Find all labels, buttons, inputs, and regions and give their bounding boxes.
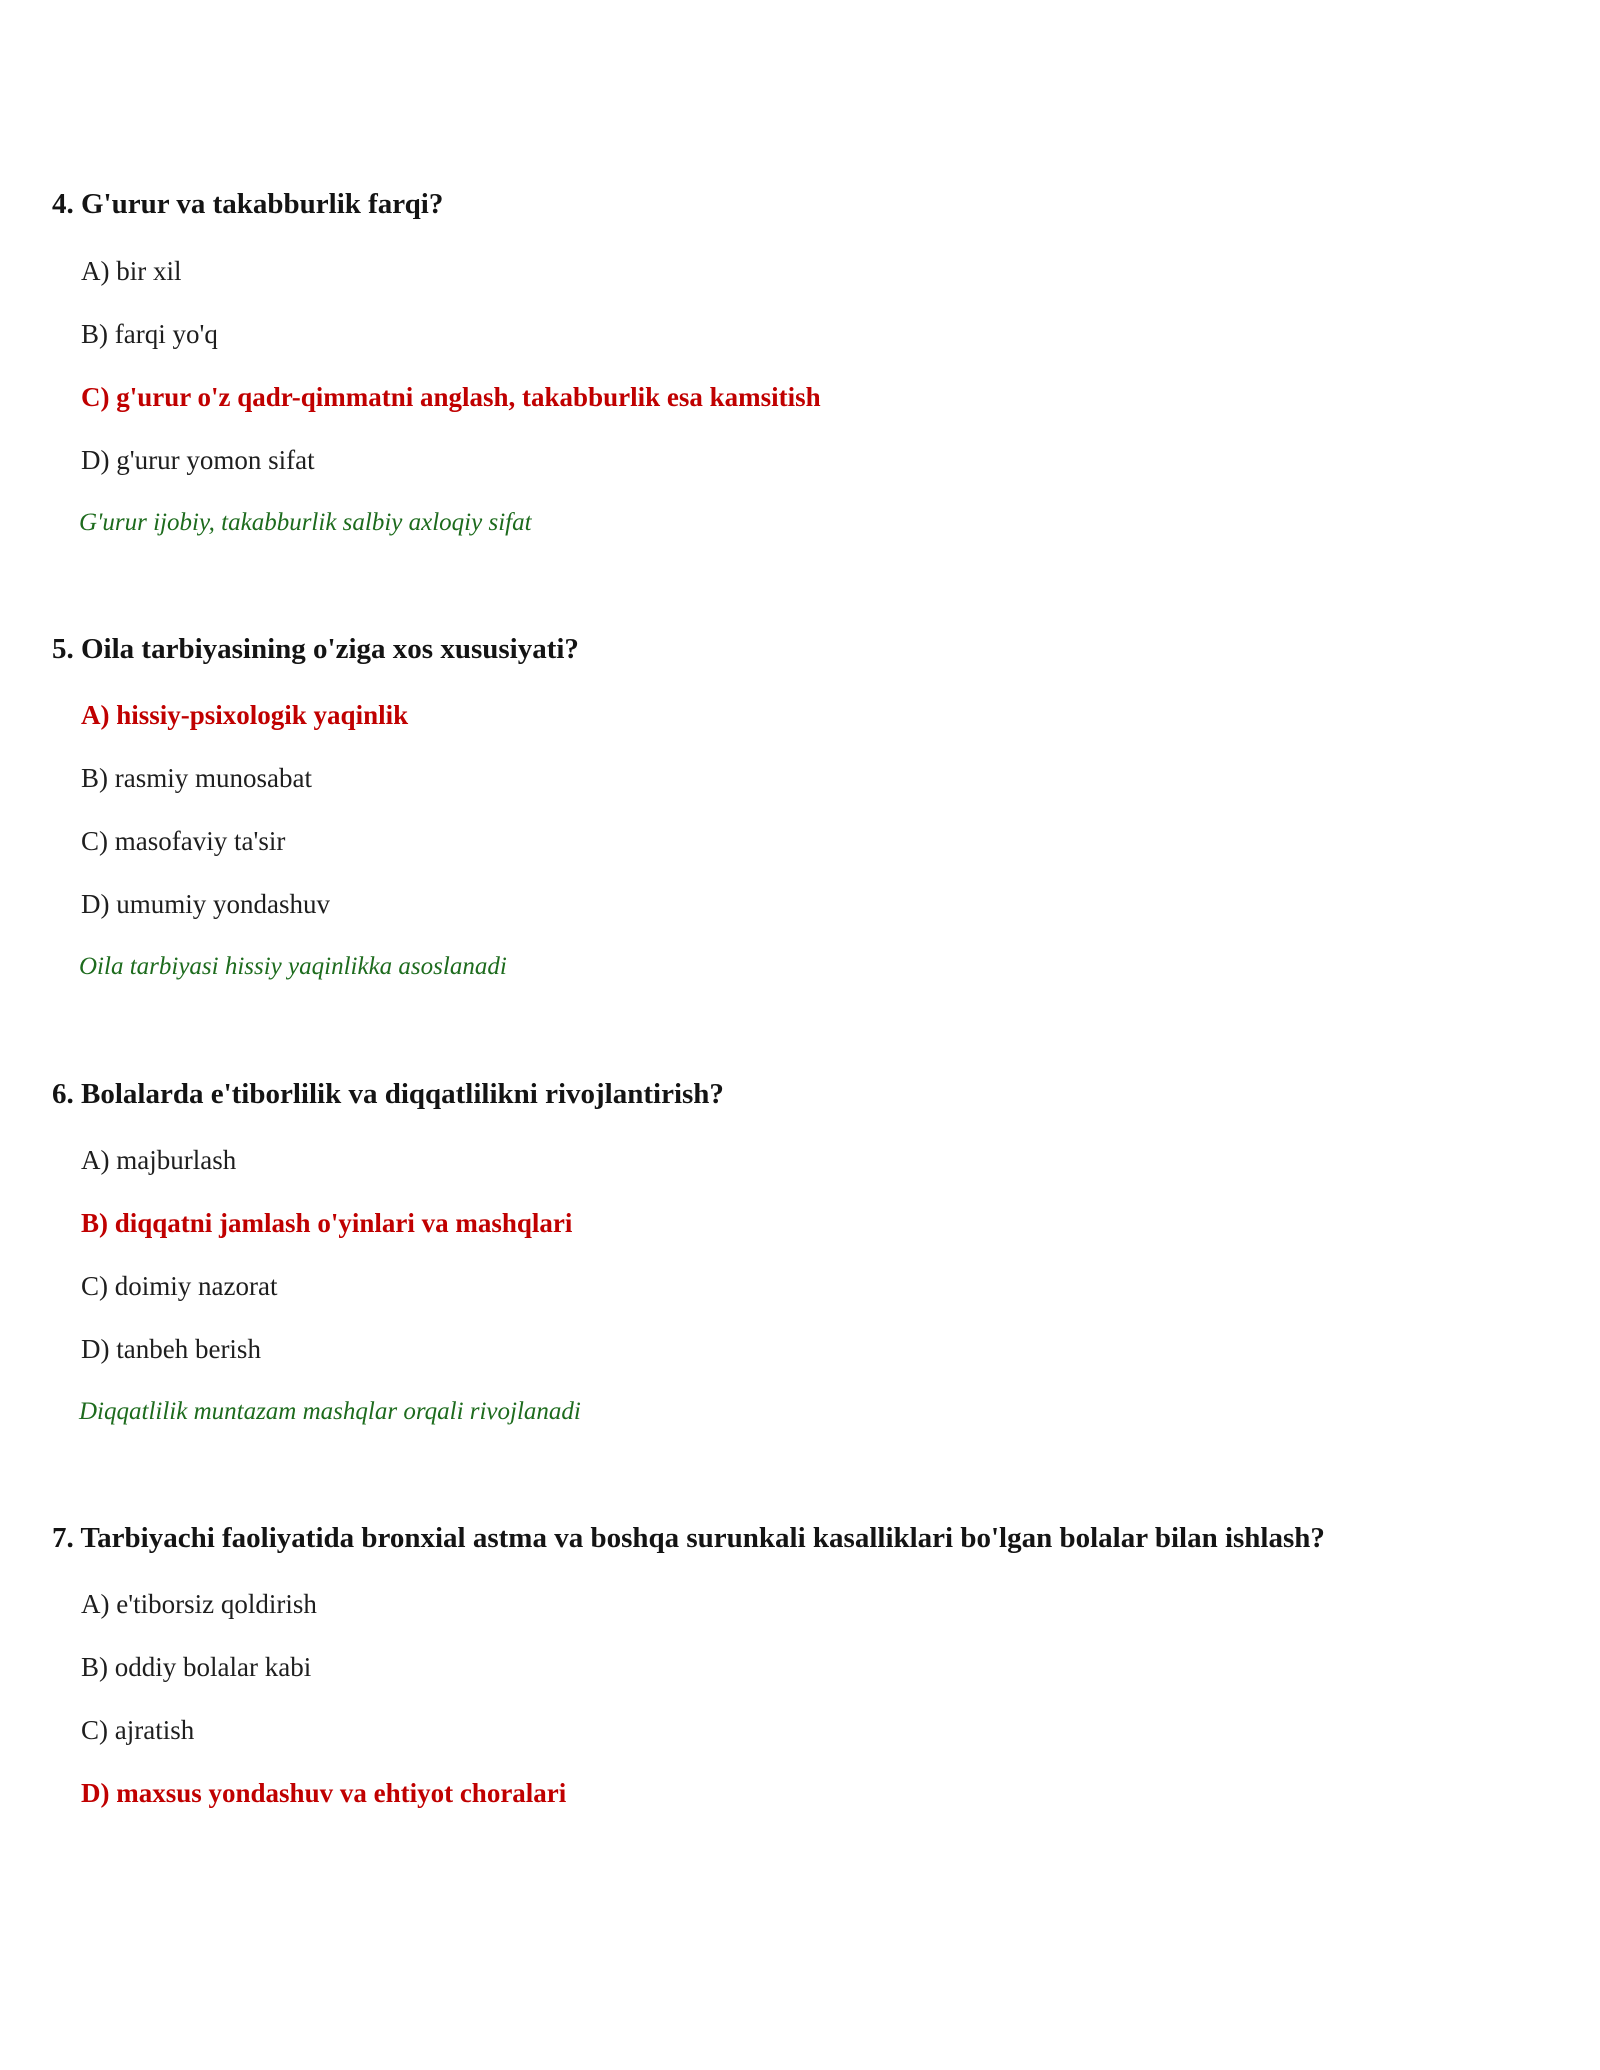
question-title: 5. Oila tarbiyasining o'ziga xos xususiyati? [52, 633, 579, 665]
option-c: C) masofaviy ta'sir [81, 826, 286, 856]
option-a-correct: A) hissiy-psixologik yaqinlik [81, 700, 409, 730]
option-c: C) ajratish [81, 1715, 195, 1745]
option-a: A) majburlash [81, 1145, 237, 1175]
option-a: A) bir xil [81, 256, 182, 286]
question-title: 7. Tarbiyachi faoliyatida bronxial astma va boshqa surunkali kasalliklari bo'lgan bolalar bilan ishlash? [52, 1522, 1325, 1554]
option-c: C) doimiy nazorat [81, 1271, 278, 1301]
option-b-correct: B) diqqatni jamlash o'yinlari va mashqlari [81, 1208, 573, 1238]
option-c-correct: C) g'urur o'z qadr-qimmatni anglash, takabburlik esa kamsitish [81, 382, 821, 412]
option-d: D) umumiy yondashuv [81, 889, 330, 919]
option-b: B) farqi yo'q [81, 319, 218, 349]
explanation: Oila tarbiyasi hissiy yaqinlikka asoslanadi [79, 953, 507, 980]
option-d: D) g'urur yomon sifat [81, 445, 315, 475]
explanation: G'urur ijobiy, takabburlik salbiy axloqiy sifat [79, 509, 532, 536]
question-title: 4. G'urur va takabburlik farqi? [52, 188, 444, 220]
question-title: 6. Bolalarda e'tiborlilik va diqqatlilikni rivojlantirish? [52, 1078, 724, 1110]
option-a: A) e'tiborsiz qoldirish [81, 1589, 317, 1619]
explanation: Diqqatlilik muntazam mashqlar orqali rivojlanadi [79, 1398, 581, 1425]
option-d-correct: D) maxsus yondashuv va ehtiyot choralari [81, 1778, 567, 1808]
option-d: D) tanbeh berish [81, 1334, 261, 1364]
option-b: B) oddiy bolalar kabi [81, 1652, 312, 1682]
option-b: B) rasmiy munosabat [81, 763, 312, 793]
